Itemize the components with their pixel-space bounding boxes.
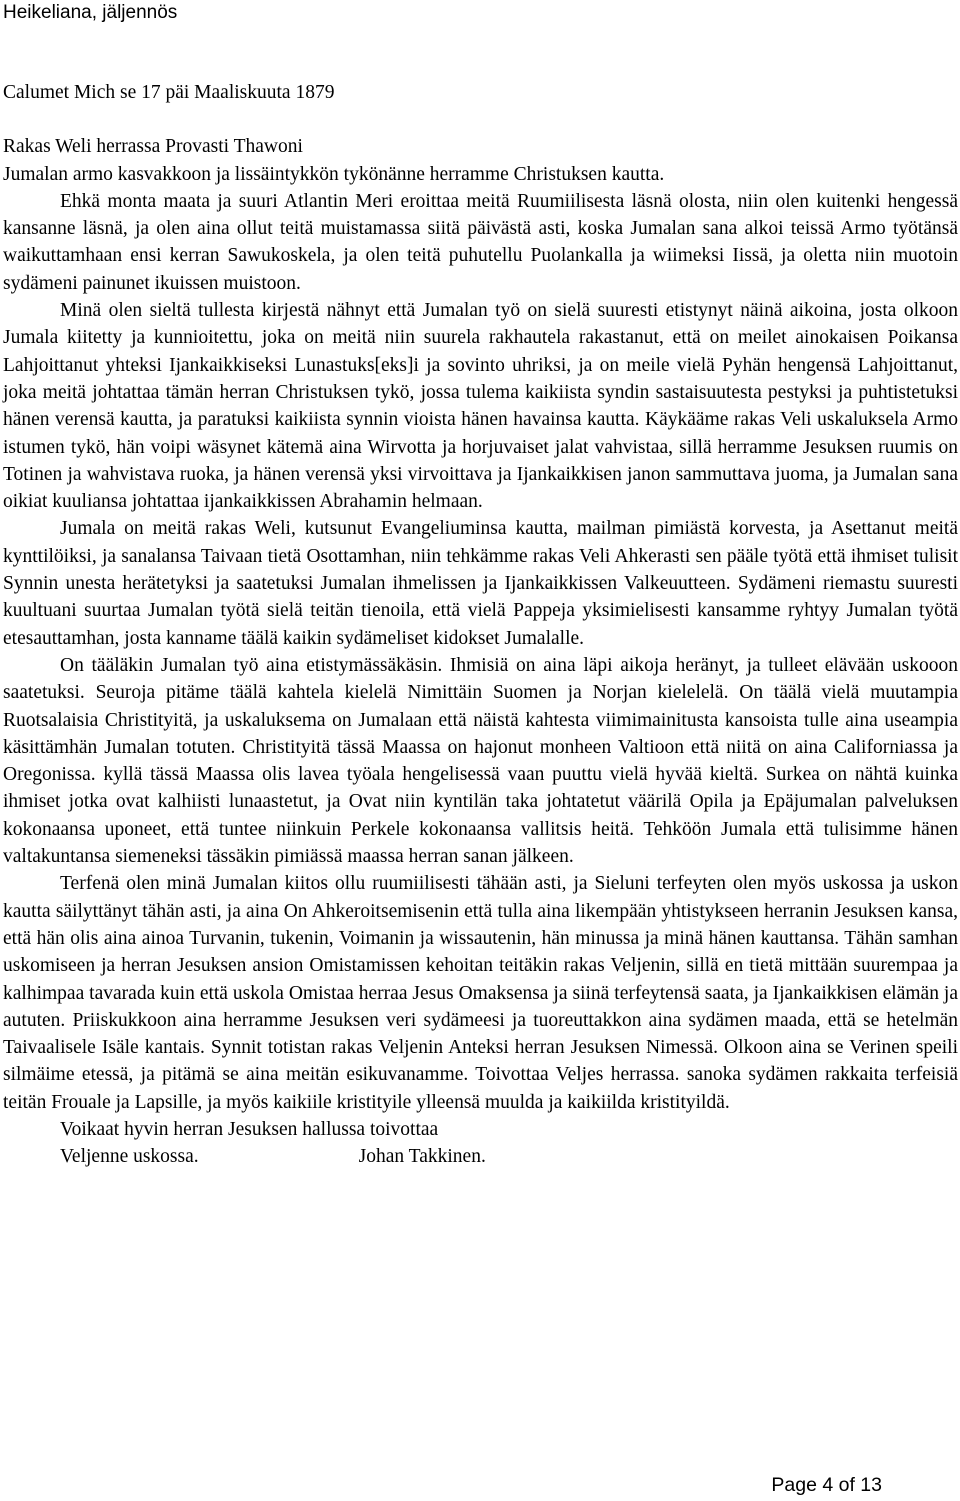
letter-paragraph-1: Ehkä monta maata ja suuri Atlantin Meri eroittaa meitä Ruumiilisesta läsnä olosta, niin olen kuitenki hengessä kansanne läsnä, ja olen aina ollut teitä muistamassa siitä päivästä asti, koska Jumalan sana alkoi teissä Armo työtänsä waikuttamhaan ensi kerran Sawukoskela, ja olen teitä puhutellu Puolankalla ja wiimeksi Iissä, ja oletta niin muotoin sydämeni painunet ikuissen muistoon. (3, 190, 958, 294)
letter-paragraph-5: Terfenä olen minä Jumalan kiitos ollu ruumiilisesti tähään asti, ja Sieluni terfeyten olen myös uskossa ja uskon kautta säilyttänyt tähän asti, ja aina On Ahkeroitsemisenin että tulla aina likempään yhtistykseen herranin Jesuksen kansa, että hän olis aina ainoa Turvanin, tukenin, Voimanin ja wissautenin, hän minussa ja minä hänen kauttansa. Tähän samhan uskomiseen ja herran Jesuksen ansion Omistamissen kehoitan teitäkin rakas Veljenin, sillä en tietä mittään suurempaa ja kalhimpaa tavarada kuin että uskola Omistaa herraa Jesus Omaksensa ja siinä terfeytensä saata, ja Ijankaikkisen elämän ja aututen. Priiskukkoon aina herramme Jesuksen veri sydämeesi ja tuoreuttakkon aina sydämen maada, että se hetelmän Taivaalisele Isäle kantais. Synnit totistan rakas Veljenin Anteksi herran Jesuksen Nimessä. Olkoon aina se Verinen speili silmäime etessä, ja pitämä se aina meitän esikuvanamme. Toivottaa Veljes herrassa. sanoka sydämen rakkaita terfeisiä teitän Frouale ja Lapsille, ja myös kaikiile kristityile ylleensä muulda ja kaikiilda kristityildä. (3, 873, 958, 1113)
letter-signoff: Veljenne uskossa. (60, 1146, 199, 1168)
letter-signature: Johan Takkinen. (358, 1146, 486, 1168)
letter-paragraph-4: On tääläkin Jumalan työ aina etistymässäkäsin. Ihmisiä on aina läpi aikoja heränyt, ja tulleet elävään uskooon saatetuksi. Seuroja pitäme täälä kahtela kielelä Nimittäin Suomen ja Norjan kielelelä. On täälä vielä muutampia Ruotsalaisia Christityitä, ja uskaluksema on Jumalaan että näistä kahtesta viimimainitusta kansoista tulle aina useampia käsittämhän Jumalan totuten. Christityitä tässä Maassa on hajonut monheen Valtioon että niitä on aina Californiassa ja Oregonissa. kyllä tässä Maassa olis lavea työala hengelisessä vaan puuttu vielä hyvää kieltä. Surkea on nähtä kuinka ihmiset jotka ovat kalhiisti lunaastetut, ja Ovat niin kyntilän taka johtatetut väärilä Opila ja Epäjumalan palveluksen kokonaansa uponeet, että tuntee niinkuin Perkele kokonaansa vallitsis heitä. Tehköön Jumala että tulisimme hänen valtakuntansa siemeneksi tässäkin pimiässä maassa herran sanan jälkeen. (3, 654, 958, 868)
letter-body (3, 79, 958, 1171)
letter-dateline: Calumet Mich se 17 päi Maaliskuuta 1879 (3, 82, 335, 103)
letter-paragraph-3: Jumala on meitä rakas Weli, kutsunut Evangeliuminsa kautta, mailman pimiästä korvesta, ja Asettanut meitä kynttilöiksi, ja sanalansa Taivaan tietä Osottamhan, niin tehkämme rakas Veli Ahkerasti sen pääle työtä että ihmiset tulisit Synnin unesta herätetyksi ja saatetuksi Jumalan ihmelissen ja Ijankaikkissen Valkeuutteen. Sydämeni riemastu suuresti kuultuani suurtaa Jumalan työtä sielä teitän tienoila, että vielä Pappeja yksimielisesti kansamme ryhtyy Jumalan työtä etesauttamhan, josta kanname täälä kaikin sydämeliset kidokset Jumalalle. (3, 518, 958, 649)
document-title: Heikeliana, jäljennös (3, 2, 178, 23)
page-number: Page 4 of 13 (771, 1474, 882, 1496)
letter-paragraph-2: Minä olen sieltä tullesta kirjestä nähnyt että Jumalan työ on sielä suuresti etistynyt näinä aikoina, josta olkoon Jumala kiitetty ja kunnioitettu, joka on meitä niin suurela rakhautela rakastanut, että on meilet ainokaisen Poikansa Lahjoittanut yhteksi Ijankaikkiseksi Lunastuks[eks]i ja sovinto uhriksi, ja on meile vielä Pyhän hengensä Lahjoittanut, joka meitä johtattaa tämän herran Christuksen tykö, jossa tulema kaikiista syndin sastaisuutesta pestyksi ja puhtistetuksi hänen verensä kautta, ja paratuksi kaikiista synnin vioista hänen havainsa kautta. Käykääme rakas Veli uskaluksela Armo istumen tykö, hän voipi wäsynet kätemä aina Wirvotta ja horjuvaiset jalat vahvistaa, sillä herramme Jesuksen ruumis on Totinen ja wahvistava ruoka, ja hänen verensä yksi virvoittava ja Ijankaikkisen janon sammuttava juoma, ja Jumalan sana oikiat kuuliansa johtattaa ijankaikkissen Abrahamin helmaan. (3, 300, 958, 513)
letter-signature-line (3, 1143, 958, 1170)
letter-greeting: Jumalan armo kasvakkoon ja lissäintykkön tykönänne herramme Christuksen kautta. (3, 163, 665, 185)
spacer (3, 106, 958, 133)
letter-closing: Voikaat hyvin herran Jesuksen hallussa toivottaa (60, 1118, 439, 1140)
letter-salutation: Rakas Weli herrassa Provasti Thawoni (3, 136, 303, 158)
